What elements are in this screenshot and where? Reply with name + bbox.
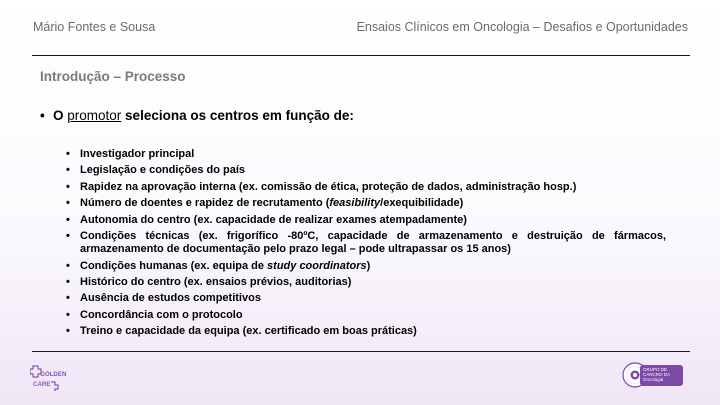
criteria-item xyxy=(66,325,666,338)
criteria-item xyxy=(66,197,666,210)
criteria-item xyxy=(66,292,666,305)
bullet-dot: • xyxy=(40,108,45,123)
criteria-text: Rapidez na aprovação interna (ex. comissão de ética, proteção de dados, administração hosp.) xyxy=(80,180,577,193)
criteria-item xyxy=(66,230,666,255)
presentation-title: Ensaios Clínicos em Oncologia – Desafios e Oportunidades xyxy=(356,20,688,34)
badge-line: CANCRO DA xyxy=(643,372,671,377)
logo-text-golden: GOLDEN xyxy=(40,371,67,378)
criteria-item xyxy=(66,181,666,194)
criteria-text: Concordância com o protocolo xyxy=(80,308,243,321)
criteria-text: Autonomia do centro (ex. capacidade de realizar exames atempadamente) xyxy=(80,213,467,226)
criteria-text: Legislação e condições do país xyxy=(80,164,246,177)
promoter-term: promotor xyxy=(67,108,122,123)
section-title: Introdução – Processo xyxy=(40,69,186,84)
criteria-text: Histórico do centro (ex. ensaios prévios, auditorias) xyxy=(80,275,352,288)
criteria-list xyxy=(66,148,666,342)
criteria-item xyxy=(66,214,666,227)
header-divider xyxy=(32,55,690,56)
badge-line: Oncologia xyxy=(643,377,664,382)
criteria-text: /exequibilidade) xyxy=(380,197,464,210)
criteria-text: Condições humanas (ex. equipa de xyxy=(80,259,268,272)
criteria-text: ) xyxy=(366,259,371,272)
criteria-item xyxy=(66,276,666,289)
criteria-text: Número de doentes e rapidez de recrutamento ( xyxy=(80,197,330,210)
main-bullet-prefix: O xyxy=(53,108,68,123)
study-group-logo xyxy=(622,362,684,390)
golden-care-logo xyxy=(30,365,74,391)
badge-line: GRUPO DE xyxy=(643,367,668,372)
criteria-italic-text: study coordinators xyxy=(267,259,367,272)
author-name: Mário Fontes e Sousa xyxy=(33,20,156,34)
logo-text-care: CARE xyxy=(33,381,51,388)
criteria-item xyxy=(66,309,666,322)
criteria-item xyxy=(66,164,666,177)
criteria-item xyxy=(66,260,666,273)
criteria-text: Condições técnicas (ex. frigorífico -80ºC, capacidade de armazenamento e destruição de fármacos, armazenamento de documentação pelo prazo legal – pode ultrapassar os 15 anos) xyxy=(80,230,666,256)
criteria-text: Ausência de estudos competitivos xyxy=(80,292,261,305)
footer-divider xyxy=(32,351,690,352)
main-bullet-suffix: seleciona os centros em função de: xyxy=(121,108,354,123)
study-group-badge xyxy=(640,365,683,386)
criteria-text: Treino e capacidade da equipa (ex. certificado em boas práticas) xyxy=(80,325,417,338)
main-bullet xyxy=(40,108,354,123)
criteria-text: Investigador principal xyxy=(80,148,195,160)
criteria-italic-text: feasibility xyxy=(329,197,381,210)
criteria-item xyxy=(66,148,666,161)
